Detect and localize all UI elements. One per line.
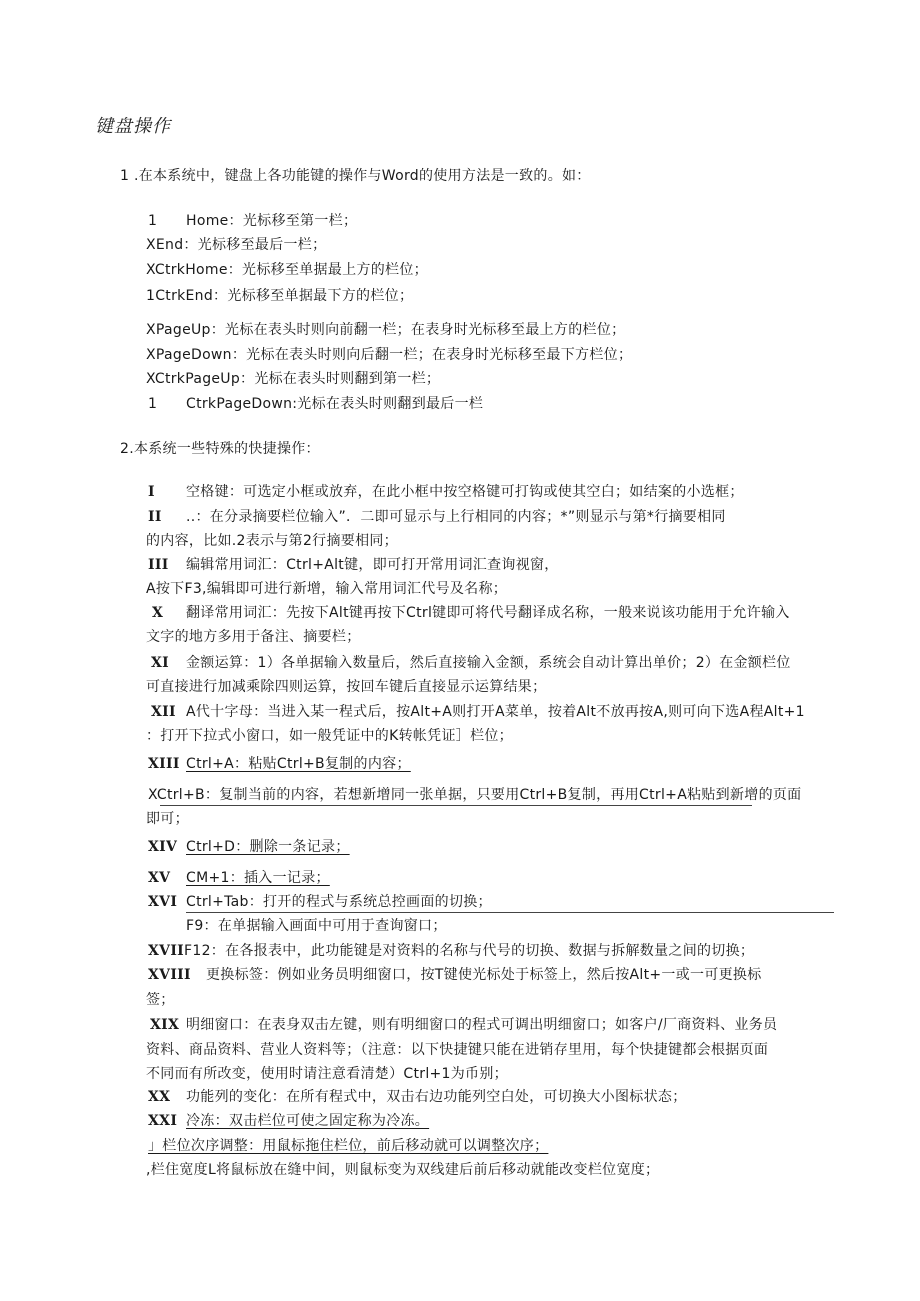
item-marker: 1 [148, 396, 158, 412]
line-text: Ctrl+Tab：打开的程式与系统总控画面的切换； [186, 894, 492, 910]
roman-marker: XVI [148, 894, 178, 910]
line-text: 编辑常用词汇：Ctrl+Alt键，即可打开常用词汇查询视窗， [186, 557, 559, 573]
roman-marker: XVIII [148, 967, 191, 983]
line-text: 冷冻：双击栏位可使之固定称为冷冻。 [186, 1113, 430, 1129]
line-text: Ctrl+A：粘贴Ctrl+B复制的内容； [186, 756, 411, 772]
list-item: XEnd：光标移至最后一栏； [146, 237, 327, 253]
shortcut-line [148, 1016, 777, 1034]
continuation-line: 可直接进行加减乘除四则运算，按回车键后直接显示运算结果； [146, 679, 547, 695]
shortcut-line [148, 654, 791, 672]
roman-marker: II [148, 509, 162, 525]
shortcut-line [148, 483, 744, 501]
continuation-line: 的内容，比如.2表示与第2行摘要相同； [146, 533, 398, 549]
shortcut-line [148, 838, 350, 856]
continuation-line [148, 1137, 548, 1155]
line-text: 更换标签：例如业务员明细窗口，按T键使光标处于标签上，然后按Alt+一或一可更换标 [206, 967, 762, 983]
roman-marker: XIII [148, 756, 180, 772]
section2-heading: 2.本系统一些特殊的快捷操作： [120, 441, 320, 457]
list-item [148, 212, 357, 230]
roman-marker: XVII [148, 943, 185, 959]
continuation-line: 文字的地方多用于备注、摘要栏； [146, 629, 361, 645]
item-text: Home：光标移至第一栏； [186, 213, 358, 229]
shortcut-line [148, 604, 790, 622]
continuation-line: 不同而有所改变，使用时请注意看清楚）Ctrl+1为币别； [146, 1066, 508, 1082]
continuation-line: F9：在单据输入画面中可用于查询窗口； [186, 918, 447, 934]
shortcut-line [148, 508, 726, 526]
line-text: 功能列的变化：在所有程式中，双击右边功能列空白处，可切换大小图标状态； [186, 1089, 687, 1105]
continuation-line: ：打开下拉式小窗口，如一般凭证中的K转帐凭证］栏位； [146, 728, 513, 744]
line-text: 空格键：可选定小框或放弃，在此小框中按空格键可打钩或使其空白；如结案的小选框； [186, 484, 744, 500]
line-text: CM+1：插入一记录； [186, 870, 330, 886]
list-item [148, 395, 483, 413]
page-title: 键盘操作 [95, 116, 171, 137]
line-text: 金额运算：1）各单据输入数量后，然后直接输入金额，系统会自动计算出单价；2）在金额栏位 [186, 655, 791, 671]
continuation-line: 签； [146, 992, 175, 1008]
shortcut-line [148, 556, 559, 574]
roman-marker: XV [148, 870, 171, 886]
continuation-line: A按下F3,编辑即可进行新增，输入常用词汇代号及名称； [146, 581, 508, 597]
roman-marker: I [148, 484, 155, 500]
line-text: ..：在分录摘要栏位输入”．二即可显示与上行相同的内容；*”则显示与第*行摘要相同 [186, 509, 726, 525]
roman-marker: XII [151, 704, 176, 720]
line-text: Ctrl+D：删除一条记录； [186, 839, 350, 855]
roman-marker: XIV [148, 839, 178, 855]
shortcut-line [148, 893, 492, 911]
section1-heading: 1 .在本系统中，键盘上各功能键的操作与Word的使用方法是一致的。如： [120, 168, 591, 184]
list-item: XPageDown：光标在表头时则向后翻一栏；在表身时光标移至最下方栏位； [146, 347, 633, 363]
underline-rule [160, 805, 752, 806]
shortcut-line [148, 1088, 687, 1106]
line-text: A代十字母：当进入某一程式后，按Alt+A则打开A菜单，按着Alt不放再按A,则可向下选A程Alt+1 [186, 704, 805, 720]
item-marker: 1 [148, 213, 158, 229]
shortcut-line [148, 755, 411, 773]
roman-marker: XXI [148, 1113, 178, 1129]
line-text: 翻译常用词汇：先按下Alt键再按下Ctrl键即可将代号翻译成名称，一般来说该功能用于允许输入 [186, 605, 790, 621]
list-item: XPageUp：光标在表头时则向前翻一栏；在表身时光标移至最上方的栏位； [146, 322, 626, 338]
continuation-line: XCtrl+B：复制当前的内容，若想新增同一张单据，只要用Ctrl+B复制，再用Ctrl+A粘贴到新增的页面 [148, 787, 802, 803]
shortcut-line [148, 703, 805, 721]
horizontal-rule [186, 912, 834, 913]
continuation-line: ,栏住宽度L将鼠标放在缝中间，则鼠标变为双线建后前后移动就能改变栏位宽度； [146, 1162, 660, 1178]
roman-marker: III [148, 557, 169, 573]
list-item: XCtrkHome：光标移至单据最上方的栏位； [146, 262, 428, 278]
shortcut-line [148, 1112, 429, 1130]
continuation-line: 即可； [146, 811, 189, 827]
item-text: CtrkPageDown:光标在表头时则翻到最后一栏 [186, 396, 484, 412]
line-text: 明细窗口：在表身双击左键，则有明细窗口的程式可调出明细窗口；如客户/厂商资料、业务员 [186, 1017, 778, 1033]
shortcut-line [148, 869, 330, 887]
list-item: 1CtrkEnd：光标移至单据最下方的栏位； [146, 288, 414, 304]
roman-marker: XI [151, 655, 170, 671]
line-text: 」栏位次序调整：用鼠标拖住栏位，前后移动就可以调整次序； [148, 1138, 549, 1154]
continuation-line: 资料、商品资料、营业人资料等；（注意：以下快捷键只能在进销存里用，每个快捷键都会根据页面 [146, 1042, 769, 1058]
line-text: F12：在各报表中，此功能键是对资料的名称与代号的切换、数据与拆解数量之间的切换； [184, 943, 755, 959]
roman-marker: X [152, 605, 164, 621]
shortcut-line [148, 966, 762, 984]
shortcut-line [148, 942, 754, 960]
list-item: XCtrkPageUp：光标在表头时则翻到第一栏； [146, 371, 441, 387]
roman-marker: XIX [150, 1017, 180, 1033]
roman-marker: XX [148, 1089, 171, 1105]
